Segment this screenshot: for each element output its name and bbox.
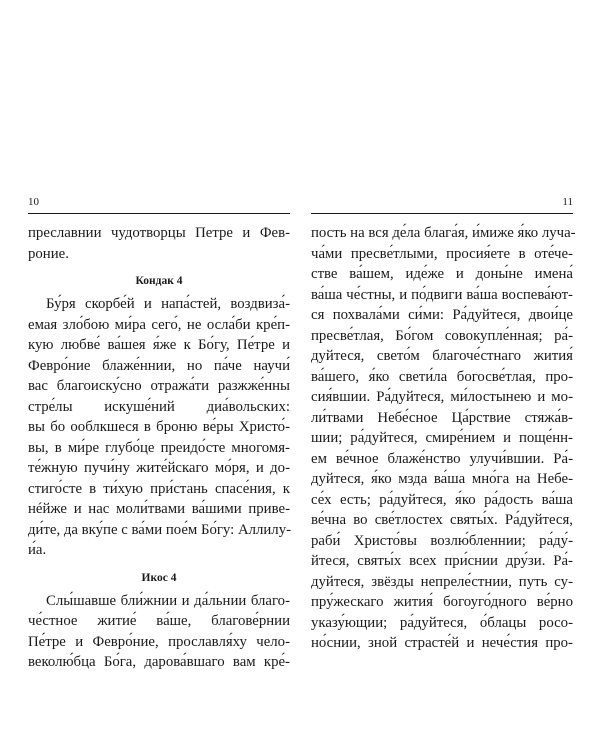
ikos-paragraph — [28, 591, 290, 673]
text-line: вы бо ооблкшеся в броню ве́ры Христо́- — [28, 419, 290, 435]
text-line: йтеся, святы́х всех при́снии дру́зи. Ра́- — [311, 553, 573, 569]
kondak-paragraph — [28, 294, 290, 561]
text-line: преславнии чудотворцы Петре и Фев- — [28, 225, 290, 241]
text-line: стиго́сте в ти́хую при́стань спасе́ния, к — [28, 480, 290, 497]
text-line: ва́ша че́стны, и по́двиги ва́ша воспева́ют- — [311, 286, 573, 303]
right-text-block — [311, 223, 576, 654]
text-line: стве ва́шем, иде́же и доны́не имена́ — [311, 266, 573, 282]
left-header-rule — [28, 213, 290, 214]
text-line: емая зло́бою ми́ра сего́, не осла́би кре́п- — [28, 316, 290, 333]
text-line: но́снии, зной страсте́й и нече́стия про- — [311, 635, 573, 651]
kondak-heading: Кондак 4 — [135, 275, 183, 287]
text-line: дуйтеся, звёзды непреле́стнии, путь су- — [311, 573, 573, 590]
text-line: стре́лы искуше́ний диа́вольских: — [28, 398, 290, 415]
text-line: Пе́тре и Февро́ние, прославля́ху чело- — [28, 633, 290, 650]
text-line: пру́жескаго жития́ богоуго́дного ве́рно — [311, 594, 573, 610]
ikos-heading: Икос 4 — [141, 571, 177, 584]
text-line: нéйже и нас моли́твами ва́шими приве- — [28, 501, 290, 517]
text-line: се́х есть; ра́дуйтеся, я́ко ра́дость ва́ша — [311, 491, 573, 508]
left-text-block — [28, 223, 290, 673]
text-line: ве́чна во све́тлостех святы́х. Ра́дуйтеся, — [311, 512, 573, 528]
right-page — [311, 196, 576, 654]
text-line: сия́вшии. Ра́дуйтеся, ми́лостынею и мо- — [311, 389, 573, 405]
text-line: шии; ра́дуйтеся, смире́нием и поще́нн- — [311, 430, 573, 446]
text-line: Бу́ря скорбе́й и напа́стей, воздвиза́- — [46, 296, 290, 312]
text-line: Февро́ние блаже́ннии, но па́че научи́ — [28, 357, 290, 374]
text-line: раби́ Христо́вы возлю́бленнии; ра́ду́- — [311, 532, 573, 549]
text-line: дуйтеся, свето́м благоче́стнаго жития́ — [311, 348, 573, 364]
text-line: и́а. — [28, 542, 47, 558]
text-line: ли́твами Небе́сное Ца́рствие стяжа́в- — [311, 409, 573, 426]
text-line: те́жную пучи́ну жите́йскаго мо́ря, и до- — [28, 460, 290, 476]
left-page-number: 10 — [28, 196, 39, 208]
right-page-number: 11 — [562, 196, 573, 208]
text-line: вы, в ми́ре глубо́це преидо́сте многомя- — [28, 439, 290, 456]
text-line: че́стное житие́ ва́ше, благове́рнии — [28, 613, 290, 629]
text-line: веколю́бца Бо́га, дарова́вшаго вам кре́- — [28, 654, 290, 670]
text-line: ва́шего, я́ко свети́ла богосве́тлая, про- — [311, 368, 573, 385]
text-line: вас благоиску́сно отража́ти разжже́нны — [28, 378, 290, 394]
text-line: указу́ющии; ра́дуйтеся, о́блацы росо- — [311, 614, 573, 631]
text-line: ча́ми пресве́тлыми, просия́ете в оте́че- — [311, 245, 573, 262]
left-page — [28, 196, 290, 673]
text-line: ем ве́чное блаже́нство улучи́вшии. Ра́- — [311, 450, 573, 467]
text-line: ся похвала́ми си́ми: Ра́дуйтеся, двои́це — [311, 307, 573, 323]
right-header-rule — [311, 213, 573, 214]
text-line: Слы́шавше бли́жнии и да́льнии благо- — [46, 592, 290, 609]
text-line: ди́те, да вку́пе с ва́ми пое́м Бо́гу: Аллилу- — [28, 521, 292, 538]
text-line: дуйтеся, я́ко мзда ва́ша мно́га на Небе- — [311, 471, 573, 487]
intro-paragraph — [28, 223, 290, 264]
text-line: роние. — [28, 245, 69, 262]
text-line: пость на вся де́ла блага́я, и́миже я́ко луча- — [311, 225, 576, 241]
text-line: пресве́тлая, Бо́гом совокупле́нная; ра́- — [311, 327, 573, 344]
right-paragraph — [311, 223, 576, 654]
text-line: кую любве́ ва́шея я́же к Бо́гу, Пе́тре и — [28, 337, 290, 353]
